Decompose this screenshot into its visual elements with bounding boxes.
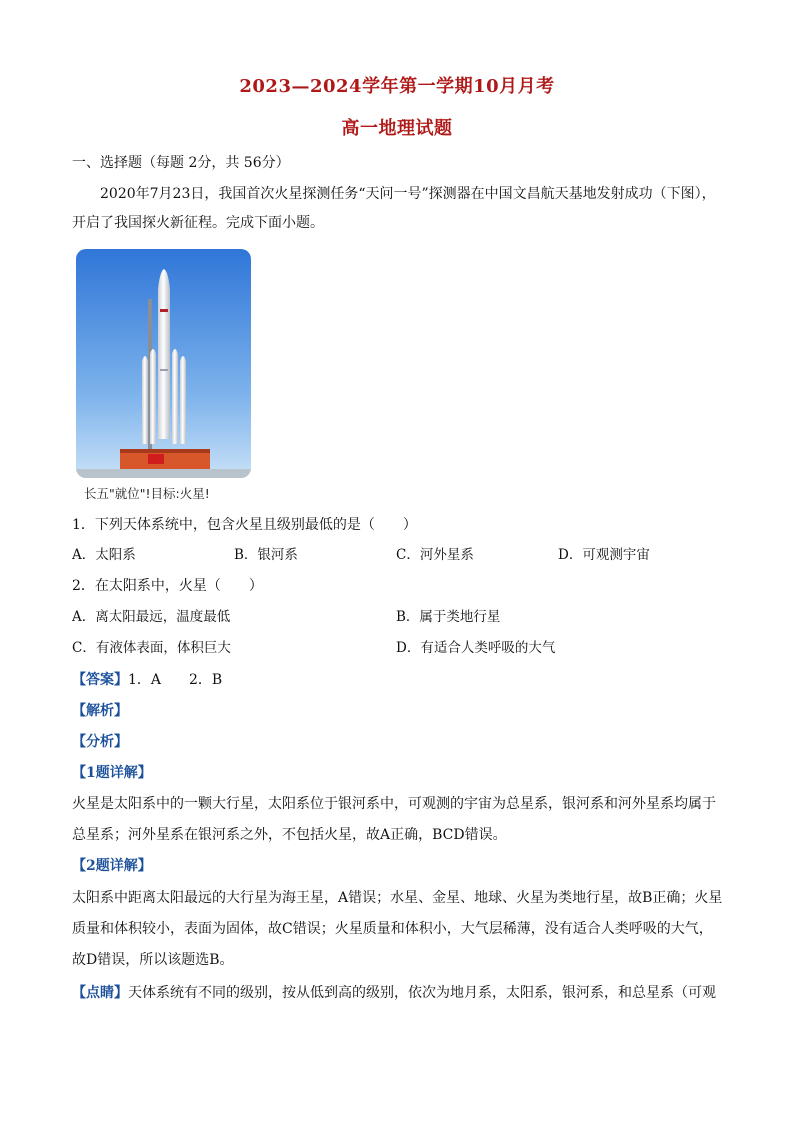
figure-caption: 长五"就位"!目标:火星! xyxy=(84,486,210,501)
detail-2-tag: 【2题详解】 xyxy=(72,858,152,874)
dianjing-text: 天体系统有不同的级别，按从低到高的级别，依次为地月系，太阳系，银河系，和总星系（可观 xyxy=(128,985,716,1001)
answer-line xyxy=(72,670,732,690)
passage-line-2: 开启了我国探火新征程。完成下面小题。 xyxy=(72,215,324,231)
fenxi-tag: 【分析】 xyxy=(72,734,128,750)
detail-1-line-2: 总星系；河外星系在银河系之外，不包括火星，故A正确，BCD错误。 xyxy=(72,827,507,843)
exam-title: 2023—2024学年第一学期10月月考 xyxy=(239,76,555,97)
question-2-option-c: C．有液体表面，体积巨大 xyxy=(72,640,231,656)
detail-1-tag: 【1题详解】 xyxy=(72,765,152,781)
answer-text: 1．A 2．B xyxy=(128,672,223,688)
exam-subtitle: 高一地理试题 xyxy=(341,118,453,139)
question-2-stem: 2．在太阳系中，火星（ ） xyxy=(72,578,263,594)
answer-tag: 【答案】 xyxy=(72,672,128,688)
question-1-stem: 1．下列天体系统中，包含火星且级别最低的是（ ） xyxy=(72,517,417,533)
detail-1-line-1: 火星是太阳系中的一颗大行星，太阳系位于银河系中，可观测的宇宙为总星系，银河系和河外星系均属于 xyxy=(72,796,716,812)
question-1-option-b: B．银河系 xyxy=(234,547,298,563)
section-heading: 一、选择题（每题 2分，共 56分） xyxy=(72,155,290,171)
rocket-launch-photo xyxy=(76,249,251,478)
detail-2-line-2: 质量和体积较小，表面为固体，故C错误；火星质量和体积小，大气层稀薄，没有适合人类呼吸的大气， xyxy=(72,921,713,937)
question-2-option-b: B．属于类地行星 xyxy=(396,609,501,625)
passage-line-1: 2020年7月23日，我国首次火星探测任务“天问一号”探测器在中国文昌航天基地发射成功（下图）， xyxy=(100,186,716,202)
question-1-option-d: D．可观测宇宙 xyxy=(558,547,650,563)
detail-2-line-1: 太阳系中距离太阳最远的大行星为海王星，A错误；水星、金星、地球、火星为类地行星，故B正确；火星 xyxy=(72,890,723,906)
question-1-option-a: A．太阳系 xyxy=(72,547,136,563)
question-2-option-d: D．有适合人类呼吸的大气 xyxy=(396,640,556,656)
detail-2-line-3: 故D错误，所以该题选B。 xyxy=(72,952,234,968)
analysis-tag: 【解析】 xyxy=(72,703,128,719)
question-1-option-c: C．河外星系 xyxy=(396,547,474,563)
question-2-option-a: A．离太阳最远，温度最低 xyxy=(72,609,231,625)
dianjing-line xyxy=(72,983,732,1003)
dianjing-tag: 【点睛】 xyxy=(72,985,128,1001)
